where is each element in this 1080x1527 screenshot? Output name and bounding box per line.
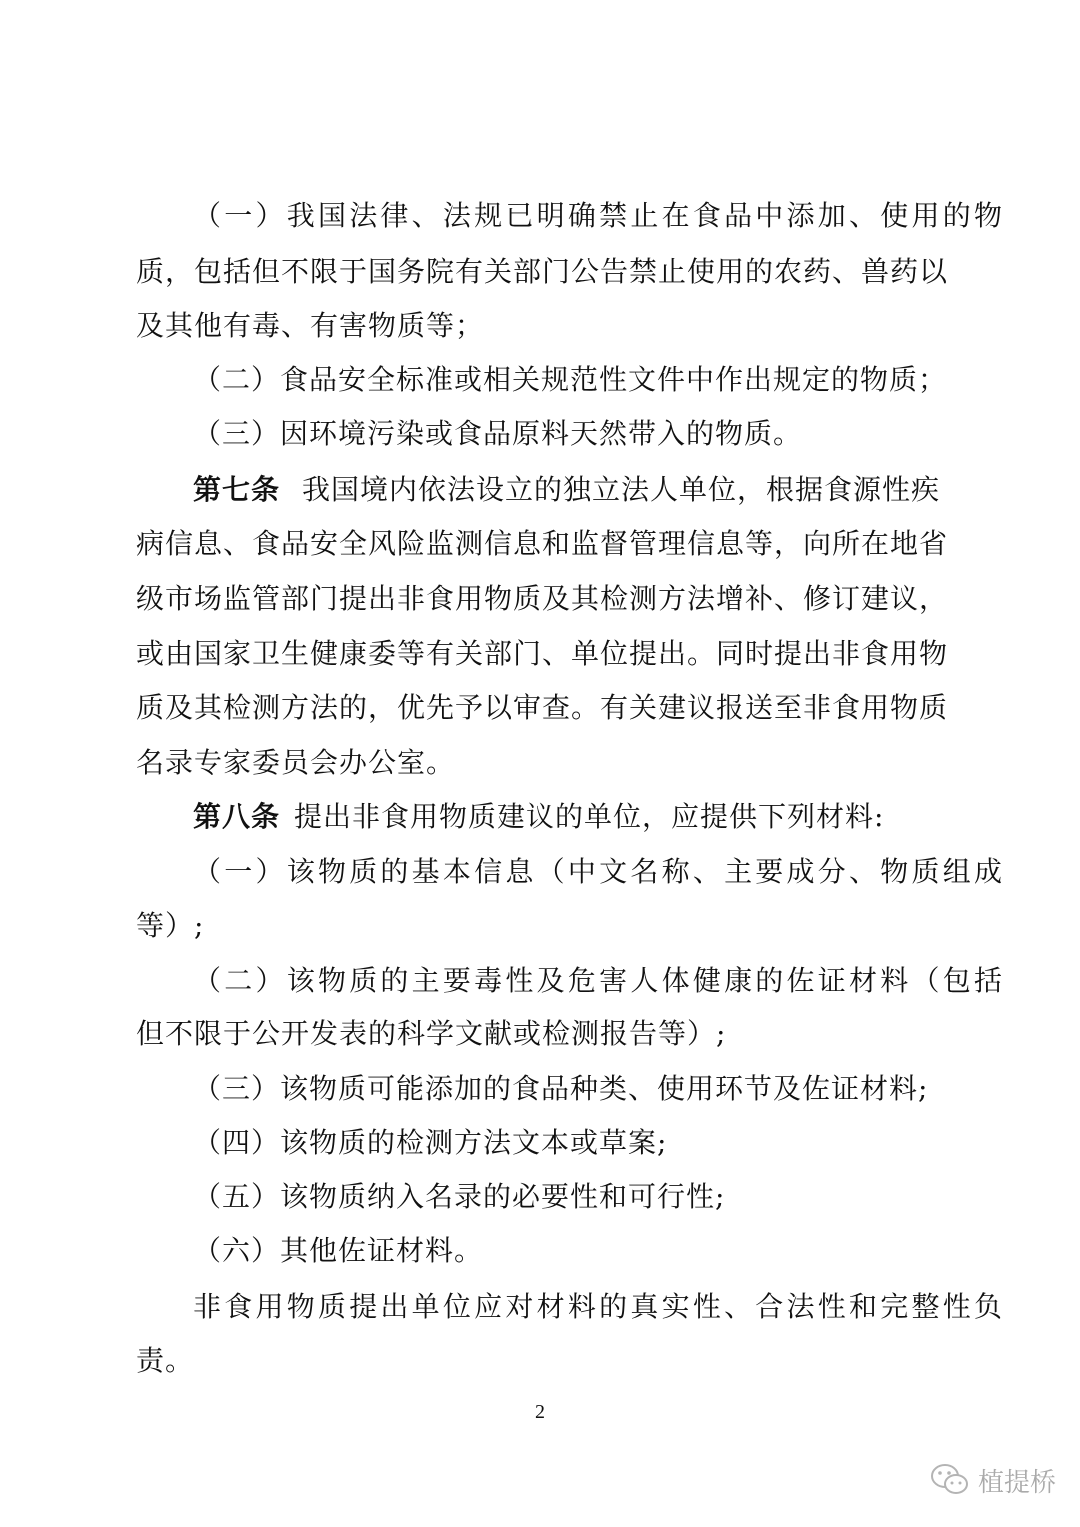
article-7-line (193, 470, 940, 510)
text-line: 病信息、食品安全风险监测信息和监督管理信息等，向所在地省 (136, 527, 949, 560)
text-line: （三）该物质可能添加的食品种类、使用环节及佐证材料; (193, 1072, 929, 1105)
text-line: （五）该物质纳入名录的必要性和可行性; (193, 1180, 726, 1213)
article-8-line (193, 797, 884, 837)
text-line: 但不限于公开发表的科学文献或检测报告等）; (136, 1017, 727, 1050)
text-line: 非食用物质提出单位应对材料的真实性、合法性和完整性负 (193, 1290, 1003, 1323)
article-label: 第七条 (193, 473, 281, 506)
article-label: 第八条 (193, 800, 281, 833)
text-line: （一）我国法律、法规已明确禁止在食品中添加、使用的物 (193, 199, 1003, 232)
text-line: 等）; (136, 909, 205, 942)
article-text: 我国境内依法设立的独立法人单位，根据食源性疾 (302, 473, 941, 506)
text-line: （四）该物质的检测方法文本或草案; (193, 1126, 668, 1159)
watermark (930, 1460, 1056, 1500)
watermark-text: 植提桥 (978, 1467, 1057, 1498)
page-number: 2 (535, 1401, 545, 1423)
text-line: 及其他有毒、有害物质等； (136, 309, 485, 342)
article-text: 提出非食用物质建议的单位，应提供下列材料: (294, 800, 885, 833)
wechat-icon (930, 1463, 970, 1497)
text-line: （二）该物质的主要毒性及危害人体健康的佐证材料（包括 (193, 964, 1003, 997)
text-line: 名录专家委员会办公室。 (136, 746, 456, 779)
text-line: （二）食品安全标准或相关规范性文件中作出规定的物质； (193, 363, 948, 396)
text-line: 级市场监管部门提出非食用物质及其检测方法增补、修订建议， (136, 582, 949, 615)
text-line: （一）该物质的基本信息（中文名称、主要成分、物质组成 (193, 855, 1003, 888)
text-line: （三）因环境污染或食品原料天然带入的物质。 (193, 417, 803, 450)
text-line: 质，包括但不限于国务院有关部门公告禁止使用的农药、兽药以 (136, 255, 949, 288)
text-line: 质及其检测方法的，优先予以审查。有关建议报送至非食用物质 (136, 691, 949, 724)
text-line: （六）其他佐证材料。 (193, 1234, 484, 1267)
text-line: 或由国家卫生健康委等有关部门、单位提出。同时提出非食用物 (136, 637, 949, 670)
text-line: 责。 (136, 1344, 195, 1377)
